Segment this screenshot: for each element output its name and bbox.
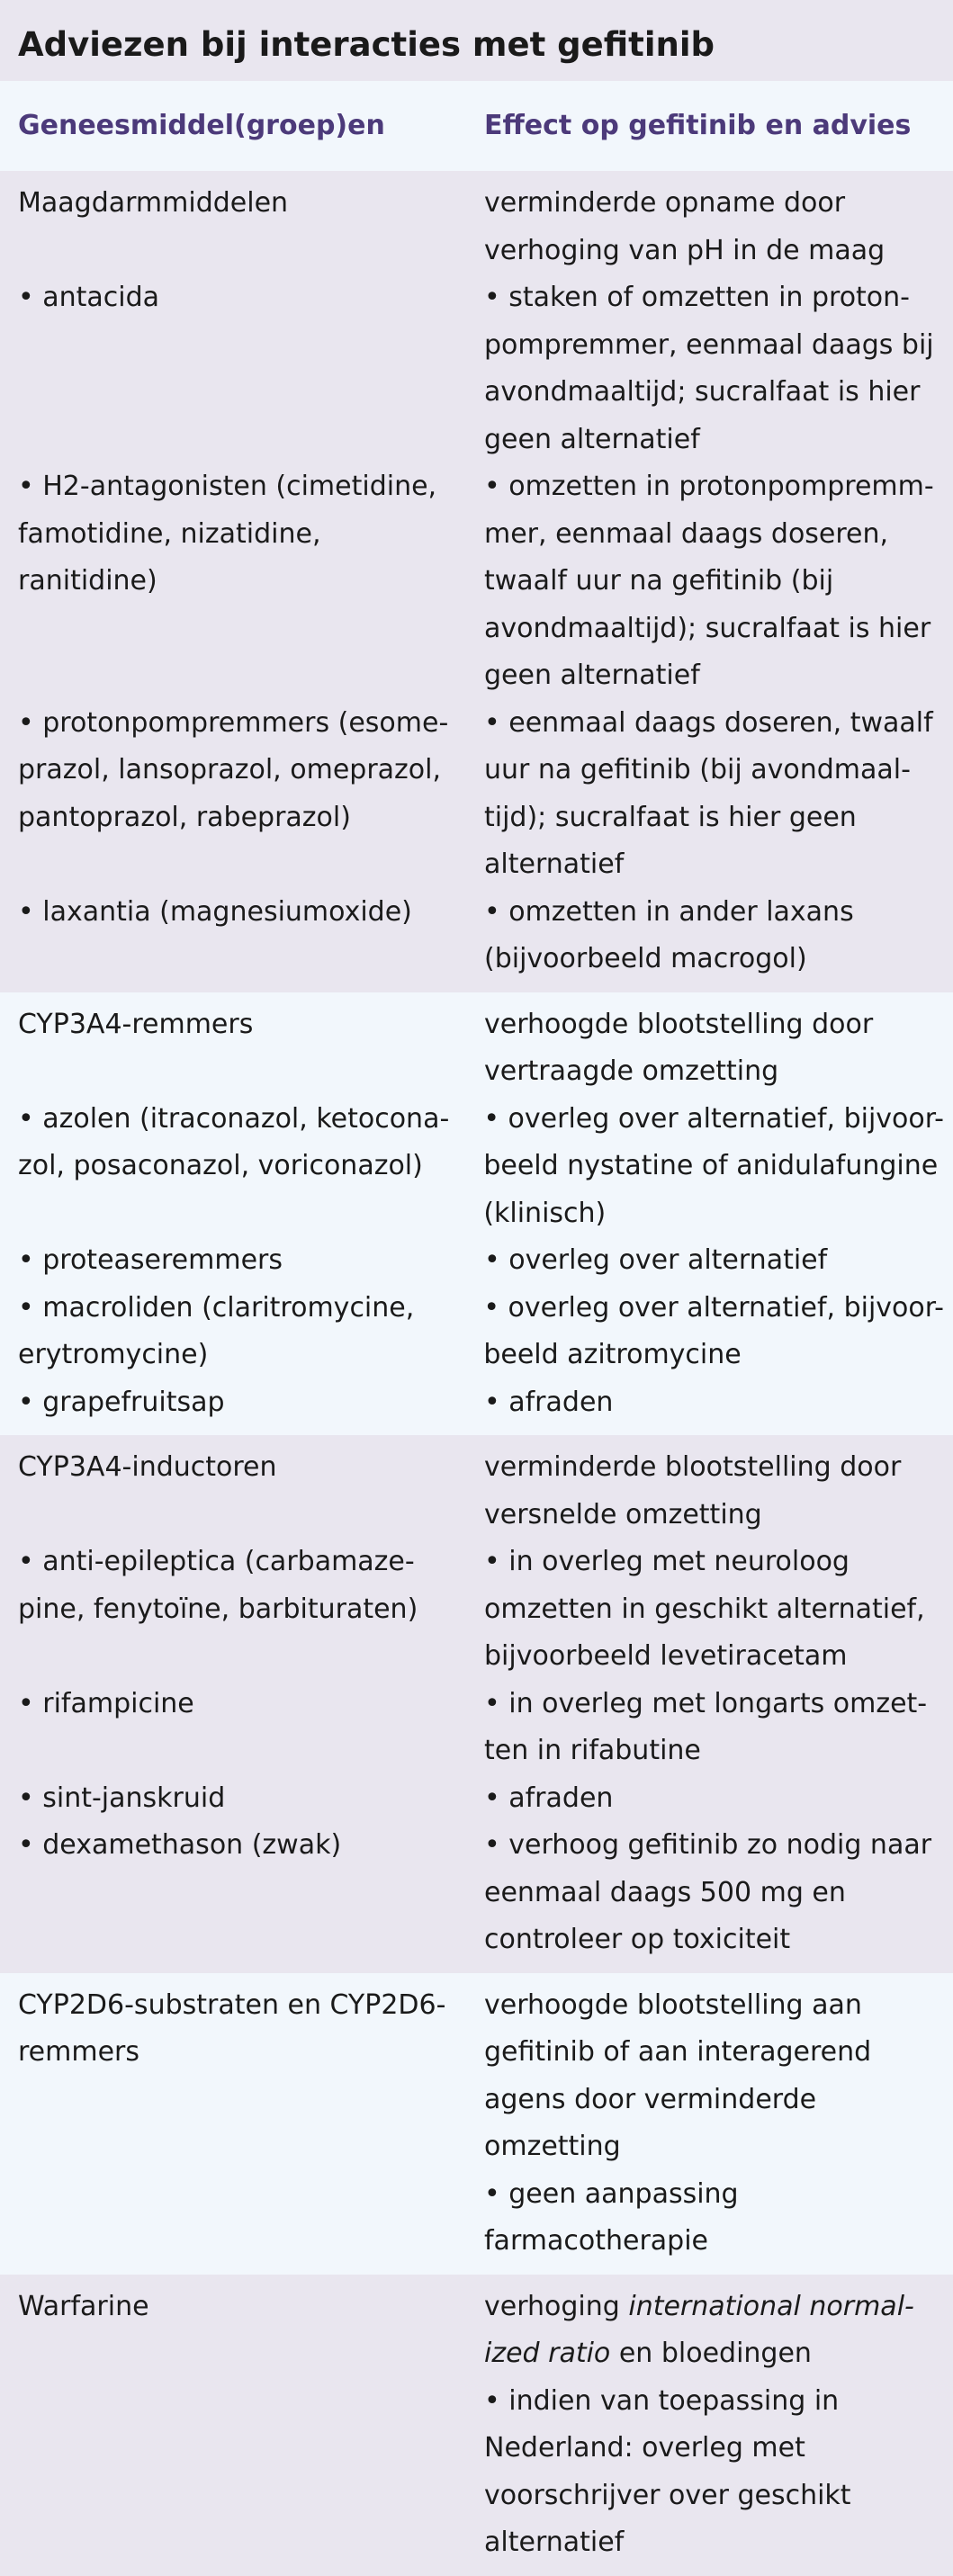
header-drug-group: Geneesmiddel(groep)en	[18, 110, 385, 141]
cell-line: geen alternatief	[484, 423, 700, 455]
drug-group-cell	[0, 1539, 466, 1633]
cell-line: voorschrijver over geschikt	[484, 2479, 851, 2511]
cell-line: • overleg over alternatief, bijvoor-	[483, 1291, 944, 1324]
cell-line: mer, eenmaal daags doseren,	[484, 517, 889, 550]
table-section	[0, 992, 953, 1436]
header-effect-advice: Effect op gefitinib en advies	[484, 110, 912, 141]
cell-line: • afraden	[484, 1386, 614, 1418]
table-section	[0, 1973, 953, 2275]
cell-line: • omzetten in ander laxans	[484, 895, 854, 928]
cell-line: ten in rifabutine	[484, 1735, 701, 1766]
cell-line: • omzetten in protonpompremm-	[484, 471, 934, 502]
cell-line: omzetting	[484, 2131, 621, 2162]
cell-line: (bijvoorbeeld macrogol)	[484, 943, 807, 974]
cell-line: alternatief	[484, 848, 625, 880]
cell-line: gefitinib of aan interagerend	[484, 2036, 872, 2068]
drug-group-cell	[0, 1681, 466, 1728]
drug-group-cell	[0, 463, 466, 606]
italic-term: international normal-	[628, 2290, 914, 2322]
effect-advice-cell	[466, 700, 953, 889]
effect-advice-cell	[466, 180, 953, 274]
table-row	[0, 1379, 953, 1427]
table-row	[0, 1237, 953, 1285]
table-row	[0, 700, 953, 889]
effect-advice-cell	[466, 2284, 953, 2567]
table-section	[0, 1435, 953, 1973]
cell-line: prazol, lansoprazol, omeprazol,	[18, 754, 442, 785]
drug-group-cell	[0, 1001, 466, 1049]
cell-line: avondmaaltijd; sucralfaat is hier	[484, 376, 921, 408]
cell-line: twaalf uur na gefitinib (bij	[484, 565, 834, 597]
cell-line: verminderde blootstelling door	[484, 1451, 902, 1483]
cell-line: remmers	[18, 2036, 139, 2068]
cell-line: versnelde omzetting	[484, 1498, 762, 1530]
drug-group-cell	[0, 1379, 466, 1427]
cell-line: farmacotherapie	[484, 2225, 708, 2257]
cell-line: • laxantia (magnesiumoxide)	[18, 895, 412, 928]
effect-advice-cell	[466, 1237, 953, 1285]
drug-group-cell	[0, 1285, 465, 1379]
cell-line: • dexamethason (zwak)	[18, 1829, 342, 1861]
effect-advice-cell	[466, 1775, 953, 1823]
cell-line: (klinisch)	[483, 1197, 607, 1229]
effect-advice-cell	[466, 1001, 953, 1096]
cell-line: pantoprazol, rabeprazol)	[18, 801, 351, 833]
cell-line: agens door verminderde	[484, 2083, 817, 2115]
cell-line: Nederland: overleg met	[484, 2432, 805, 2464]
cell-line: alternatief	[484, 2527, 625, 2558]
cell-line: CYP3A4-remmers	[18, 1008, 254, 1040]
cell-line: • afraden	[484, 1782, 614, 1814]
cell-line: • verhoog gefitinib zo nodig naar	[484, 1829, 932, 1861]
drug-group-cell	[0, 1237, 466, 1285]
effect-advice-cell	[465, 1285, 953, 1379]
cell-line: eenmaal daags 500 mg en	[484, 1876, 846, 1908]
cell-line: • macroliden (claritromycine,	[18, 1291, 415, 1324]
effect-advice-cell	[466, 1822, 953, 1964]
effect-advice-cell	[466, 463, 953, 700]
drug-group-cell	[0, 1775, 466, 1823]
cell-line: Warfarine	[18, 2290, 149, 2322]
table-row	[0, 180, 953, 274]
table-row	[0, 1096, 953, 1238]
cell-line: • staken of omzetten in proton-	[484, 282, 910, 313]
table-row	[0, 1285, 953, 1379]
cell-line: • azolen (itraconazol, ketocona-	[18, 1102, 450, 1135]
cell-line: • grapefruitsap	[18, 1386, 225, 1418]
cell-line: • in overleg met neuroloog	[484, 1546, 850, 1577]
cell-line: omzetten in geschikt alternatief,	[484, 1593, 925, 1625]
table-row	[0, 2284, 953, 2567]
cell-line: geen alternatief	[484, 660, 700, 691]
drug-group-cell	[0, 1096, 465, 1190]
cell-line: CYP2D6-substraten en CYP2D6-	[18, 1988, 446, 2021]
cell-line: beeld azitromycine	[483, 1339, 742, 1370]
cell-line: CYP3A4-inductoren	[18, 1451, 277, 1483]
cell-line: • H2-antagonisten (cimetidine,	[18, 471, 437, 502]
table-row	[0, 463, 953, 700]
effect-advice-cell	[466, 1444, 953, 1539]
italic-term: ized ratio	[484, 2338, 611, 2369]
cell-line: avondmaaltijd); sucralfaat is hier	[484, 612, 931, 644]
cell-line: • indien van toepassing in	[484, 2384, 840, 2417]
cell-line: controleer op toxiciteit	[484, 1924, 791, 1955]
drug-group-cell	[0, 2284, 466, 2331]
cell-line: • protonpompremmers (esome-	[18, 706, 449, 739]
header-row	[0, 81, 953, 171]
cell-line: uur na gefitinib (bij avondmaal-	[484, 754, 911, 785]
cell-line: bijvoorbeeld levetiracetam	[484, 1640, 848, 1672]
cell-line: verhoogde blootstelling aan	[484, 1988, 862, 2021]
title-bar	[0, 0, 953, 81]
table-row	[0, 1775, 953, 1823]
table-row	[0, 1982, 953, 2266]
drug-group-cell	[0, 1444, 466, 1492]
effect-advice-cell	[466, 1379, 953, 1427]
cell-line: verhoogde blootstelling door	[484, 1008, 874, 1040]
cell-line: verminderde opname door	[484, 187, 846, 219]
effect-advice-cell	[466, 1681, 953, 1775]
cell-line: Maagdarmmiddelen	[18, 187, 289, 219]
table-row	[0, 1444, 953, 1539]
table-body	[0, 171, 953, 2576]
drug-group-cell	[0, 180, 466, 228]
cell-line: ized ratio en bloedingen	[484, 2338, 812, 2369]
effect-advice-cell	[466, 889, 953, 983]
cell-line: beeld nystatine of anidulafungine	[483, 1150, 939, 1181]
effect-advice-cell	[466, 1539, 953, 1681]
cell-line: • rifampicine	[18, 1687, 194, 1719]
table-row	[0, 1001, 953, 1096]
cell-line: pine, fenytoïne, barbituraten)	[18, 1593, 418, 1625]
table-row	[0, 1539, 953, 1681]
cell-line: famotidine, nizatidine,	[18, 517, 321, 550]
cell-line: vertraagde omzetting	[484, 1055, 779, 1087]
cell-line: • proteaseremmers	[18, 1244, 283, 1276]
cell-line: • sint-janskruid	[18, 1782, 226, 1814]
cell-line: ranitidine)	[18, 565, 157, 597]
drug-group-cell	[0, 889, 466, 937]
table-row	[0, 1681, 953, 1775]
cell-line: verhoging international normal-	[484, 2290, 914, 2322]
drug-group-cell	[0, 700, 466, 842]
table-row	[0, 1822, 953, 1964]
table-section	[0, 2275, 953, 2576]
drug-group-cell	[0, 274, 466, 322]
cell-line: • overleg over alternatief, bijvoor-	[483, 1102, 944, 1135]
cell-line: tijd); sucralfaat is hier geen	[484, 801, 857, 833]
cell-line: erytromycine)	[18, 1339, 209, 1370]
cell-line: • in overleg met longarts omzet-	[484, 1687, 928, 1719]
table-section	[0, 171, 953, 992]
cell-line: • eenmaal daags doseren, twaalf	[484, 706, 933, 739]
cell-line: • antacida	[18, 282, 160, 313]
effect-advice-cell	[466, 274, 953, 463]
drug-group-cell	[0, 1822, 466, 1870]
cell-line: verhoging van pH in de maag	[484, 234, 886, 266]
cell-line: • geen aanpassing	[484, 2177, 739, 2210]
effect-advice-cell	[466, 1982, 953, 2266]
table-title: Adviezen bij interacties met gefitinib	[18, 25, 715, 64]
effect-advice-cell	[465, 1096, 953, 1238]
table-row	[0, 274, 953, 463]
table-row	[0, 889, 953, 983]
cell-line: • overleg over alternatief	[484, 1244, 828, 1276]
cell-line: • anti-epileptica (carbamaze-	[18, 1546, 415, 1577]
drug-group-cell	[0, 1982, 466, 2077]
cell-line: pompremmer, eenmaal daags bij	[484, 328, 934, 361]
cell-line: zol, posaconazol, voriconazol)	[18, 1150, 423, 1181]
